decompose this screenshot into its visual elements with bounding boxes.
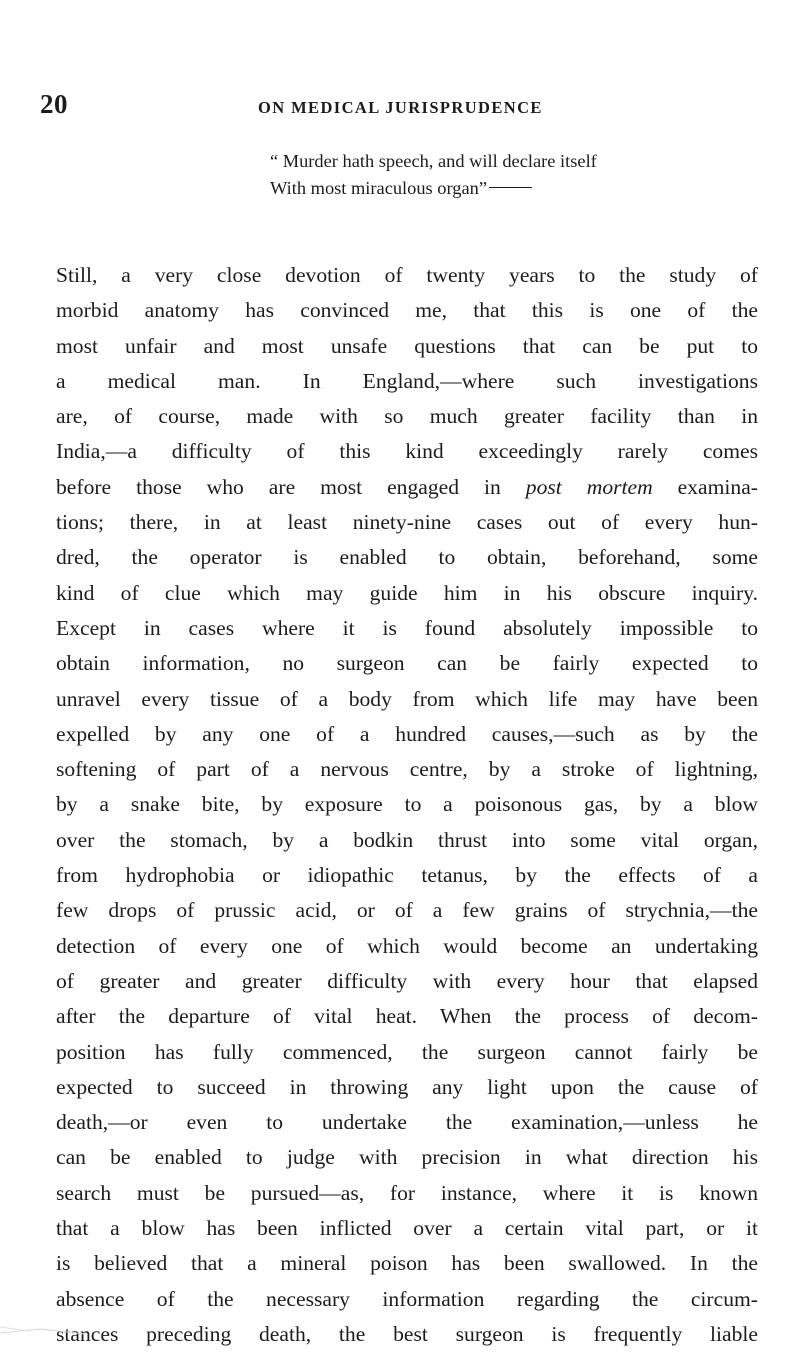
text-line: position has fully commenced, the surgeon cannot fairly be — [56, 1039, 758, 1064]
quote-line-with-dash — [270, 175, 597, 202]
text-line: of greater and greater difficulty with every hour that elapsed — [56, 968, 758, 993]
text-line: expelled by any one of a hundred causes,—such as by the — [56, 721, 758, 746]
text-segment: examina- — [652, 474, 759, 499]
text-line: detection of every one of which would become an undertaking — [56, 933, 758, 958]
text-line: stances preceding death, the best surgeon is frequently liable — [56, 1321, 758, 1346]
text-line: search must be pursued—as, for instance, where it is known — [56, 1180, 758, 1205]
text-line: can be enabled to judge with precision in what direction his — [56, 1145, 758, 1170]
text-line: most unfair and most unsafe questions that can be put to — [56, 333, 758, 358]
running-head: ON MEDICAL JURISPRUDENCE — [258, 98, 543, 117]
body-paragraph — [56, 258, 758, 1352]
text-line: Still, a very close devotion of twenty years to the study of — [56, 263, 758, 287]
text-line: India,—a difficulty of this kind exceedingly rarely comes — [56, 439, 758, 464]
text-line: are, of course, made with so much greater facility than in — [56, 404, 758, 429]
text-line: dred, the operator is enabled to obtain, beforehand, some — [56, 545, 758, 570]
text-line: by a snake bite, by exposure to a poisonous gas, by a blow — [56, 792, 758, 817]
text-line: morbid anatomy has convinced me, that this is one of the — [56, 298, 758, 323]
text-line-with-italic — [56, 470, 758, 505]
text-line: from hydrophobia or idiopathic tetanus, by the effects of a — [56, 863, 758, 888]
text-line: Except in cases where it is found absolutely impossible to — [56, 615, 758, 640]
text-line: is believed that a mineral poison has been swallowed. In the — [56, 1251, 758, 1276]
page-edge-mark — [0, 1313, 90, 1335]
text-line: death,—or even to undertake the examination,—unless he — [56, 1110, 758, 1135]
text-line: over the stomach, by a bodkin thrust into some vital organ, — [56, 827, 758, 852]
text-line: tions; there, in at least ninety-nine cases out of every hun- — [56, 510, 758, 535]
page-header — [0, 89, 800, 129]
text-line: a medical man. In England,—where such investigations — [56, 368, 758, 393]
text-line: expected to succeed in throwing any light upon the cause of — [56, 1074, 758, 1099]
text-line: after the departure of vital heat. When the process of decom- — [56, 1004, 758, 1029]
quote-line-text: With most miraculous organ” — [270, 178, 488, 198]
text-line: absence of the necessary information regarding the circum- — [56, 1286, 758, 1311]
text-line: kind of clue which may guide him in his obscure inquiry. — [56, 580, 758, 605]
text-line: that a blow has been inflicted over a certain vital part, or it — [56, 1216, 758, 1241]
quote-line: “ Murder hath speech, and will declare itself — [270, 151, 597, 171]
text-segment: before those who are most engaged in — [56, 474, 526, 499]
italic-phrase: post mortem — [525, 474, 653, 499]
epigraph-quote — [270, 148, 597, 202]
text-line: unravel every tissue of a body from which life may have been — [56, 686, 758, 711]
text-line: softening of part of a nervous centre, by a stroke of lightning, — [56, 757, 758, 782]
text-line: few drops of prussic acid, or of a few grains of strychnia,—the — [56, 898, 758, 923]
text-line: obtain information, no surgeon can be fairly expected to — [56, 651, 758, 676]
page-number: 20 — [40, 89, 68, 119]
em-rule — [489, 187, 532, 188]
